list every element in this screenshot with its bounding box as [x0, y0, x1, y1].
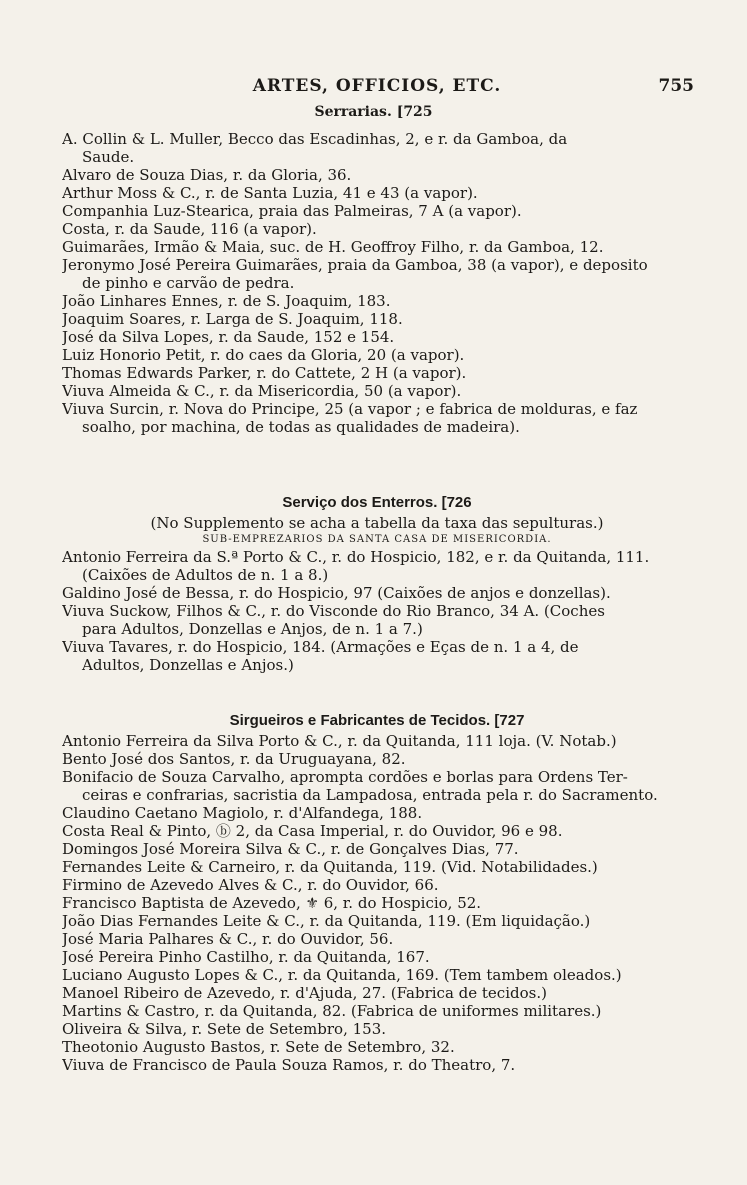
directory-entry: Bento José dos Santos, r. da Uruguayana, 82.	[62, 750, 406, 768]
page-header	[62, 76, 692, 104]
directory-entry: José Maria Palhares & C., r. do Ouvidor, 56.	[62, 930, 394, 948]
directory-entry: Viuva Suckow, Filhos & C., r. do Visconde do Rio Branco, 34 A. (Coches	[62, 602, 605, 620]
section-sirgueiros	[62, 710, 692, 1074]
section-title-sirgueiros: Sirgueiros e Fabricantes de Tecidos. [727	[229, 712, 525, 729]
directory-entry: Viuva Almeida & C., r. da Misericordia, 50 (a vapor).	[62, 382, 462, 400]
directory-entry: Jeronymo José Pereira Guimarães, praia da Gamboa, 38 (a vapor), e deposito	[62, 256, 648, 274]
directory-entry: ceiras e confrarias, sacristia da Lampadosa, entrada pela r. do Sacramento.	[82, 786, 658, 804]
directory-entry: soalho, por machina, de todas as qualidades de madeira).	[82, 418, 520, 436]
directory-entry: Costa, r. da Saude, 116 (a vapor).	[62, 220, 317, 238]
directory-entry: Francisco Baptista de Azevedo, ⚜ 6, r. do Hospicio, 52.	[62, 894, 482, 912]
directory-entry: Claudino Caetano Magiolo, r. d'Alfandega, 188.	[62, 804, 423, 822]
directory-entry: Martins & Castro, r. da Quitanda, 82. (Fabrica de uniformes militares.)	[62, 1002, 602, 1020]
directory-entry: Viuva de Francisco de Paula Souza Ramos, r. do Theatro, 7.	[62, 1056, 516, 1074]
directory-entry: Domingos José Moreira Silva & C., r. de Gonçalves Dias, 77.	[62, 840, 519, 858]
directory-entry: Costa Real & Pinto, ⓑ 2, da Casa Imperial, r. do Ouvidor, 96 e 98.	[62, 822, 563, 840]
page-number: 755	[658, 76, 694, 96]
directory-entry: A. Collin & L. Muller, Becco das Escadinhas, 2, e r. da Gamboa, da	[62, 130, 568, 148]
directory-entry: Antonio Ferreira da Silva Porto & C., r. da Quitanda, 111 loja. (V. Notab.)	[62, 732, 617, 750]
directory-entry: Arthur Moss & C., r. de Santa Luzia, 41 e 43 (a vapor).	[62, 184, 478, 202]
directory-entry: Alvaro de Souza Dias, r. da Gloria, 36.	[62, 166, 352, 184]
section-title-serrarias: Serrarias. [725	[314, 104, 433, 120]
directory-entry: João Linhares Ennes, r. de S. Joaquim, 183.	[62, 292, 391, 310]
directory-entry: Antonio Ferreira da S.ª Porto & C., r. do Hospicio, 182, e r. da Quitanda, 111.	[62, 548, 650, 566]
directory-entry: Manoel Ribeiro de Azevedo, r. d'Ajuda, 27. (Fabrica de tecidos.)	[62, 984, 547, 1002]
section-enterros	[62, 492, 692, 674]
directory-entry: João Dias Fernandes Leite & C., r. da Quitanda, 119. (Em liquidação.)	[62, 912, 591, 930]
directory-entry: (Caixões de Adultos de n. 1 a 8.)	[82, 566, 329, 584]
section-title-enterros: Serviço dos Enterros. [726	[282, 494, 472, 511]
directory-entry: Companhia Luz-Stearica, praia das Palmeiras, 7 A (a vapor).	[62, 202, 522, 220]
directory-entry: Firmino de Azevedo Alves & C., r. do Ouvidor, 66.	[62, 876, 439, 894]
running-head: ARTES, OFFICIOS, ETC.	[252, 76, 502, 96]
directory-entry: de pinho e carvão de pedra.	[82, 274, 295, 292]
directory-entry: José Pereira Pinho Castilho, r. da Quitanda, 167.	[62, 948, 430, 966]
section-note: (No Supplemento se acha a tabella da taxa das sepulturas.)	[150, 514, 604, 532]
directory-entry: Viuva Surcin, r. Nova do Principe, 25 (a vapor ; e fabrica de molduras, e faz	[62, 400, 638, 418]
directory-entry: José da Silva Lopes, r. da Saude, 152 e 154.	[62, 328, 395, 346]
directory-entry: Bonifacio de Souza Carvalho, apromptа cordões e borlas para Ordens Ter-	[62, 768, 628, 786]
directory-entry: Luiz Honorio Petit, r. do caes da Gloria, 20 (a vapor).	[62, 346, 465, 364]
directory-entry: Oliveira & Silva, r. Sete de Setembro, 153.	[62, 1020, 387, 1038]
directory-entry: Theotonio Augusto Bastos, r. Sete de Setembro, 32.	[62, 1038, 455, 1056]
directory-entry: Joaquim Soares, r. Larga de S. Joaquim, 118.	[62, 310, 403, 328]
directory-entry: Saude.	[82, 148, 135, 166]
directory-entry: Guimarães, Irmão & Maia, suc. de H. Geoffroy Filho, r. da Gamboa, 12.	[62, 238, 604, 256]
directory-entry: Galdino José de Bessa, r. do Hospicio, 97 (Caixões de anjos e donzellas).	[62, 584, 611, 602]
directory-entry: Fernandes Leite & Carneiro, r. da Quitanda, 119. (Vid. Notabilidades.)	[62, 858, 598, 876]
directory-entry: para Adultos, Donzellas e Anjos, de n. 1 a 7.)	[82, 620, 423, 638]
section-serrarias	[62, 130, 692, 436]
directory-entry: Luciano Augusto Lopes & C., r. da Quitanda, 169. (Tem tambem oleados.)	[62, 966, 622, 984]
section-subheading: SUB-EMPREZARIOS DA SANTA CASA DE MISERICORDIA.	[202, 534, 552, 545]
directory-entry: Thomas Edwards Parker, r. do Cattete, 2 H (a vapor).	[62, 364, 467, 382]
directory-entry: Viuva Tavares, r. do Hospicio, 184. (Armações e Eças de n. 1 a 4, de	[62, 638, 579, 656]
directory-entry: Adultos, Donzellas e Anjos.)	[82, 656, 294, 674]
